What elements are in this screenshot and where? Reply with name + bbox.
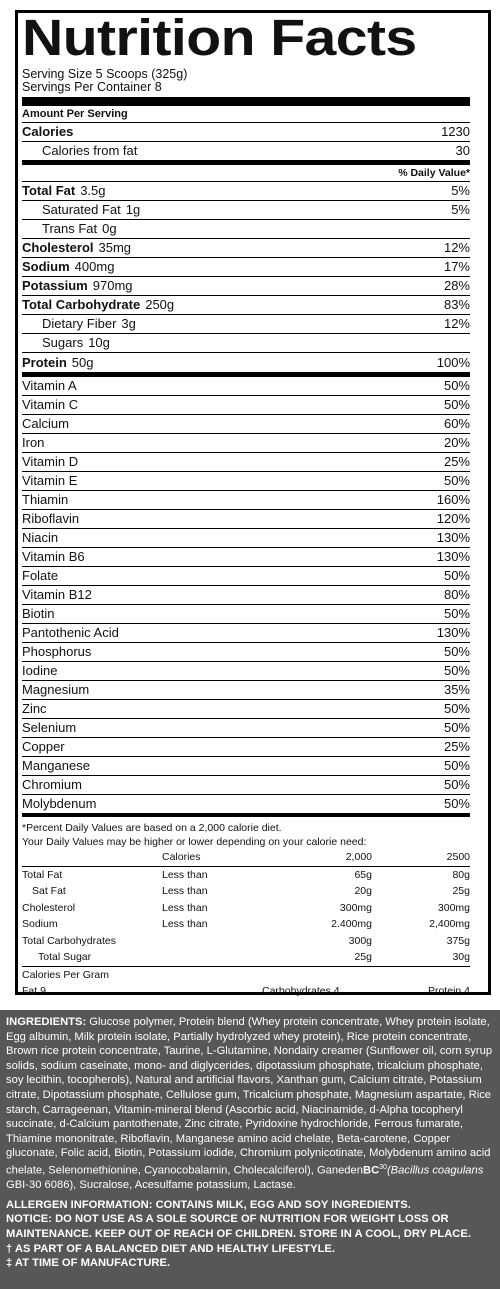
dv-table-row xyxy=(22,883,470,900)
vitamin-label: Phosphorus xyxy=(22,644,92,659)
vitamin-label: Copper xyxy=(22,739,65,754)
serving-size: Serving Size 5 Scoops (325g) xyxy=(22,67,188,81)
vitamin-dv: 50% xyxy=(443,473,470,488)
dv-table-row xyxy=(22,900,470,917)
vitamin-label: Riboflavin xyxy=(22,511,80,526)
footnote-2: Your Daily Values may be higher or lower depending on your calorie need: xyxy=(22,836,367,848)
vitamin-label: Thiamin xyxy=(22,492,69,507)
cpg-carb: Carbohydrates 4 xyxy=(262,984,340,997)
vitamin-row xyxy=(22,452,470,471)
vitamin-row xyxy=(22,547,470,566)
vitamin-dv: 50% xyxy=(443,378,470,393)
dv-table-cell: 375g xyxy=(446,934,470,947)
daily-value-table xyxy=(22,849,470,966)
vitamin-dv: 160% xyxy=(436,492,470,507)
dagger-note-1: † AS PART OF A BALANCED DIET AND HEALTHY LIFESTYLE. xyxy=(6,1242,336,1255)
dv-table-cell: 20g xyxy=(354,885,372,897)
nutrient-amount: 1g xyxy=(125,202,141,217)
vitamin-row xyxy=(22,623,470,642)
nutrient-amount: 35mg xyxy=(98,240,132,255)
vitamin-dv: 25% xyxy=(443,454,470,469)
dv-table-row xyxy=(22,949,470,966)
divider-medium xyxy=(22,813,470,817)
vitamin-label: Molybdenum xyxy=(22,796,97,811)
dagger-note-2: ‡ AT TIME OF MANUFACTURE. xyxy=(6,1257,171,1270)
nutrient-amount: 3g xyxy=(121,316,136,331)
ingredients-text xyxy=(6,1015,494,1193)
vitamin-label: Niacin xyxy=(22,530,59,545)
nutrient-row xyxy=(22,200,470,219)
nutrient-label xyxy=(22,354,94,372)
dv-table-cell: 25g xyxy=(452,885,470,897)
dv-table-cell: Calories xyxy=(162,851,201,863)
vitamin-dv: 20% xyxy=(443,435,470,450)
dv-table-cell xyxy=(22,849,162,866)
footnote-1: *Percent Daily Values are based on a 2,000 calorie diet. xyxy=(22,822,282,834)
nutrient-name: Saturated Fat xyxy=(42,202,121,217)
ganeden-sup: 30 xyxy=(379,1163,387,1171)
vitamin-row xyxy=(22,794,470,813)
dv-table-cell: 2.400mg xyxy=(331,918,372,930)
vitamin-row xyxy=(22,566,470,585)
nutrient-row xyxy=(22,238,470,257)
dv-table-header xyxy=(22,849,470,866)
notice: NOTICE: DO NOT USE AS A SOLE SOURCE OF NUTRITION FOR WEIGHT LOSS OR MAINTENANCE. KEEP OUT OF REACH OF CHILDREN. STORE IN A COOL, DRY PLACE. xyxy=(6,1213,471,1241)
dv-table-cell: 80g xyxy=(452,868,470,881)
vitamin-row xyxy=(22,585,470,604)
dv-table-cell: Sodium xyxy=(22,918,58,930)
calories-fat-value: 30 xyxy=(455,143,470,158)
vitamin-row xyxy=(22,604,470,623)
nutrient-dv: 12% xyxy=(443,316,470,331)
vitamin-list xyxy=(22,377,470,813)
vitamin-dv: 25% xyxy=(443,739,470,754)
daily-value-header: % Daily Value* xyxy=(398,167,470,179)
vitamin-row xyxy=(22,395,470,414)
vitamin-label: Folate xyxy=(22,568,59,583)
vitamin-row xyxy=(22,680,470,699)
vitamin-dv: 50% xyxy=(443,663,470,678)
nutrient-name: Total Carbohydrate xyxy=(22,297,141,312)
vitamin-row xyxy=(22,528,470,547)
nutrient-dv: 100% xyxy=(436,355,470,370)
dv-table-row xyxy=(22,933,470,950)
ingredients-label: INGREDIENTS: xyxy=(6,1016,87,1028)
vitamin-label: Vitamin B12 xyxy=(22,587,92,602)
nutrient-label xyxy=(22,182,106,200)
nutrient-row xyxy=(22,352,470,372)
dv-table-cell: 25g xyxy=(354,951,372,963)
nutrient-name: Protein xyxy=(22,355,67,370)
dv-table-cell: 2,400mg xyxy=(429,918,470,930)
ingredients-tail: GBI-30 6086), Sucralose, Acesulfame potassium, Lactase. xyxy=(6,1179,296,1192)
dv-table-cell: 300g xyxy=(348,934,372,947)
nutrient-amount: 400mg xyxy=(74,259,115,274)
calories-per-gram: Calories Per Gram xyxy=(22,966,470,983)
vitamin-label: Pantothenic Acid xyxy=(22,625,119,640)
vitamin-label: Vitamin D xyxy=(22,454,79,469)
cpg-protein: Protein 4 xyxy=(427,984,470,997)
dv-table-cell: 300mg xyxy=(339,901,372,914)
vitamin-row xyxy=(22,775,470,794)
nutrient-row xyxy=(22,219,470,238)
vitamin-dv: 50% xyxy=(443,796,470,811)
vitamin-row xyxy=(22,490,470,509)
vitamin-row xyxy=(22,433,470,452)
nutrient-row xyxy=(22,257,470,276)
dv-table-cell: 2,000 xyxy=(345,851,372,863)
nutrient-list xyxy=(22,181,470,372)
vitamin-row xyxy=(22,718,470,737)
nutrient-label xyxy=(22,277,133,295)
nutrient-name: Cholesterol xyxy=(22,240,94,255)
vitamin-label: Biotin xyxy=(22,606,55,621)
calories-fat-label: Calories from fat xyxy=(42,143,138,158)
vitamin-dv: 35% xyxy=(443,682,470,697)
vitamin-dv: 50% xyxy=(443,606,470,621)
vitamin-label: Iron xyxy=(22,435,45,450)
dv-table-cell: Less than xyxy=(162,901,208,914)
vitamin-label: Chromium xyxy=(22,777,82,792)
vitamin-row xyxy=(22,661,470,680)
vitamin-dv: 120% xyxy=(436,511,470,526)
nutrient-name: Total Fat xyxy=(22,183,76,198)
vitamin-label: Vitamin B6 xyxy=(22,549,85,564)
amount-per-serving: Amount Per Serving xyxy=(22,108,128,120)
ingredients-panel xyxy=(0,1010,500,1289)
vitamin-dv: 50% xyxy=(443,777,470,792)
nutrient-dv: 28% xyxy=(443,278,470,293)
nutrient-label xyxy=(22,201,140,219)
vitamin-dv: 130% xyxy=(436,625,470,640)
dv-table-cell: Total Sugar xyxy=(38,951,92,963)
nutrient-name: Trans Fat xyxy=(42,221,98,236)
nutrient-amount: 3.5g xyxy=(80,183,106,198)
cpg-fat: Fat 9 xyxy=(22,984,46,997)
dv-table-cell: 65g xyxy=(354,868,372,881)
nutrient-row xyxy=(22,295,470,314)
nutrient-amount: 250g xyxy=(145,297,175,312)
ganeden-mark: BC xyxy=(362,1164,380,1177)
allergen-info: ALLERGEN INFORMATION: CONTAINS MILK, EGG AND SOY INGREDIENTS. xyxy=(6,1198,411,1211)
vitamin-row xyxy=(22,737,470,756)
dv-table-cell: Total Fat xyxy=(22,868,63,881)
nutrient-amount: 0g xyxy=(102,221,117,236)
nutrient-amount: 10g xyxy=(88,335,110,350)
calories-row xyxy=(22,122,470,141)
dv-table-cell: 300mg xyxy=(437,901,470,914)
calories-label: Calories xyxy=(22,124,74,139)
nutrient-dv: 17% xyxy=(443,259,470,274)
nutrient-name: Dietary Fiber xyxy=(42,316,117,331)
vitamin-row xyxy=(22,509,470,528)
dv-table-cell: Total Carbohydrates xyxy=(22,934,116,947)
vitamin-dv: 60% xyxy=(443,416,470,431)
dv-table-cell: Less than xyxy=(162,868,208,881)
divider-thick xyxy=(22,97,470,106)
nutrient-name: Sugars xyxy=(42,335,84,350)
nutrient-label xyxy=(22,220,117,238)
nutrient-row xyxy=(22,333,470,352)
vitamin-row xyxy=(22,699,470,718)
dv-table-cell: 30g xyxy=(452,951,470,963)
vitamin-label: Zinc xyxy=(22,701,47,716)
vitamin-dv: 50% xyxy=(443,568,470,583)
vitamin-dv: 80% xyxy=(443,587,470,602)
nutrient-dv: 83% xyxy=(443,297,470,312)
vitamin-label: Vitamin E xyxy=(22,473,78,488)
vitamin-dv: 50% xyxy=(443,701,470,716)
vitamin-label: Calcium xyxy=(22,416,69,431)
vitamin-dv: 130% xyxy=(436,549,470,564)
vitamin-row xyxy=(22,471,470,490)
vitamin-dv: 50% xyxy=(443,758,470,773)
dv-table-cell: Less than xyxy=(162,885,208,897)
ingredients-body: Glucose polymer, Protein blend (Whey protein concentrate, Whey protein isolate, Egg albumin, Milk protein isolate, Partially hydrolyzed whey protein), Rice protein concentrate, Brown rice protein concentrate, Taurine, L-Glutamine, Nondairy creamer (Sunflower oil, corn syrup solids, sodium caseinate, mono- and diglycerides, dipotassium phosphate, tricalcium phosphate, soy lecithin, tocopherols), Natural and artificial flavors, Xanthan gum, Calcium citrate, Potassium citrate, Dipotassium phosphate, Cellulose gum, Tricalcium phosphate, Magnesium aspartate, Rice starch, Carrageenan, Vitamin-mineral blend (Ascorbic acid, Niacinamide, d-Alpha tocopheryl succinate, d-Calcium pantothenate, Zinc citrate, Pyridoxine hydrochloride, Ferrous fumarate, Thiamine mononitrate, Riboflavin, Manganese amino acid chelate, Beta-carotene, Copper gluconate, Folic acid, Biotin, Potassium iodide, Chromium polynicotinate, Molybdenum amino acid chelate, Selenomethionine, Cyanocobalamin, Cholecalciferol), Ganeden xyxy=(6,1016,493,1177)
dv-table-row xyxy=(22,866,470,883)
vitamin-label: Manganese xyxy=(22,758,90,773)
calories-per-gram-row xyxy=(22,983,470,999)
servings-per-container: Servings Per Container 8 xyxy=(22,80,162,94)
vitamin-dv: 50% xyxy=(443,644,470,659)
vitamin-dv: 130% xyxy=(436,530,470,545)
dv-table-row xyxy=(22,916,470,933)
nutrient-amount: 970mg xyxy=(92,278,133,293)
vitamin-row xyxy=(22,414,470,433)
dv-table-cell: Cholesterol xyxy=(22,901,76,914)
nutrient-row xyxy=(22,181,470,200)
nutrient-name: Sodium xyxy=(22,259,70,274)
vitamin-dv: 50% xyxy=(443,720,470,735)
nutrient-dv: 5% xyxy=(451,183,470,198)
nutrient-label xyxy=(22,258,114,276)
nutrient-label xyxy=(22,315,136,333)
nutrient-amount: 50g xyxy=(71,355,94,370)
dv-table-cell xyxy=(162,949,272,966)
label-content xyxy=(22,9,470,999)
nutrient-label xyxy=(22,239,131,257)
nutrient-name: Potassium xyxy=(22,278,88,293)
nutrient-row xyxy=(22,314,470,333)
vitamin-row xyxy=(22,756,470,775)
vitamin-dv: 50% xyxy=(443,397,470,412)
vitamin-label: Selenium xyxy=(22,720,77,735)
vitamin-label: Vitamin A xyxy=(22,378,77,393)
dv-table-cell: Less than xyxy=(162,918,208,930)
calories-value: 1230 xyxy=(441,124,470,139)
nutrient-label xyxy=(22,334,110,352)
vitamin-label: Iodine xyxy=(22,663,58,678)
dv-table-cell: 2500 xyxy=(446,851,470,863)
vitamin-row xyxy=(22,642,470,661)
nutrient-label xyxy=(22,296,174,314)
dv-table-cell: Sat Fat xyxy=(32,885,66,897)
nutrient-dv: 5% xyxy=(451,202,470,217)
label-title: Nutrition Facts xyxy=(22,9,417,66)
vitamin-row xyxy=(22,377,470,395)
vitamin-label: Magnesium xyxy=(22,682,90,697)
dv-table-cell xyxy=(162,933,272,950)
vitamin-label: Vitamin C xyxy=(22,397,79,412)
bacillus-italic: (Bacillus coagulans xyxy=(386,1164,484,1177)
nutrient-dv: 12% xyxy=(443,240,470,255)
calories-fat-row xyxy=(22,141,470,160)
nutrient-row xyxy=(22,276,470,295)
